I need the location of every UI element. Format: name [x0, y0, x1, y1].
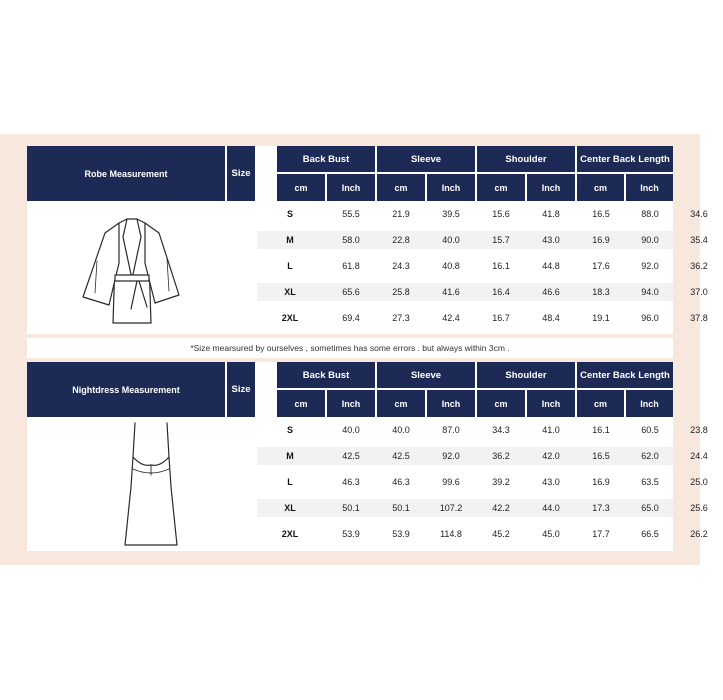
table-row — [257, 521, 708, 547]
measurement-cell: 16.1 — [592, 425, 610, 435]
measurement-cell: 65.6 — [342, 287, 360, 297]
measurement-cell: 34.3 — [492, 425, 510, 435]
measurement-cell: 37.0 — [690, 287, 708, 297]
nightdress-illustration — [27, 417, 257, 550]
robe-illustration — [27, 201, 257, 334]
size-cell: L — [287, 477, 293, 487]
shoulder-header: Shoulder — [477, 146, 575, 172]
table-row — [257, 495, 708, 521]
unit-header: Inch — [327, 390, 375, 417]
sleeve-header: Sleeve — [377, 362, 475, 388]
measurement-cell: 48.4 — [542, 313, 560, 323]
unit-header: cm — [277, 390, 325, 417]
measurement-cell: 16.5 — [592, 209, 610, 219]
size-cell: L — [287, 261, 293, 271]
measurement-cell: 16.9 — [592, 235, 610, 245]
table-row — [257, 227, 708, 253]
measurement-cell: 53.9 — [342, 529, 360, 539]
unit-header: Inch — [327, 174, 375, 201]
table-row — [257, 417, 708, 443]
unit-header: cm — [477, 390, 525, 417]
measurement-cell: 58.0 — [342, 235, 360, 245]
measurement-cell: 46.6 — [542, 287, 560, 297]
measurement-cell: 37.8 — [690, 313, 708, 323]
measurement-cell: 94.0 — [641, 287, 659, 297]
measurement-cell: 17.6 — [592, 261, 610, 271]
measurement-cell: 16.1 — [492, 261, 510, 271]
table-row — [257, 279, 708, 305]
robe-measurement-title: Robe Measurement — [27, 146, 225, 201]
unit-header: cm — [377, 174, 425, 201]
measurement-note: *Size mearsured by ourselves , sometimes has some errors . but always within 3cm . — [27, 338, 673, 358]
unit-header: Inch — [626, 390, 673, 417]
measurement-cell: 18.3 — [592, 287, 610, 297]
unit-header: cm — [577, 174, 624, 201]
table-row — [257, 253, 708, 279]
measurement-cell: 88.0 — [641, 209, 659, 219]
measurement-cell: 66.5 — [641, 529, 659, 539]
unit-header: Inch — [527, 174, 575, 201]
measurement-cell: 96.0 — [641, 313, 659, 323]
measurement-cell: 45.0 — [542, 529, 560, 539]
measurement-cell: 39.2 — [492, 477, 510, 487]
size-column-header: Size — [227, 146, 255, 201]
measurement-cell: 46.3 — [342, 477, 360, 487]
measurement-cell: 25.0 — [690, 477, 708, 487]
measurement-cell: 63.5 — [641, 477, 659, 487]
measurement-cell: 42.5 — [342, 451, 360, 461]
measurement-cell: 16.4 — [492, 287, 510, 297]
measurement-cell: 69.4 — [342, 313, 360, 323]
measurement-cell: 39.5 — [442, 209, 460, 219]
measurement-cell: 42.5 — [392, 451, 410, 461]
measurement-cell: 42.0 — [542, 451, 560, 461]
measurement-cell: 53.9 — [392, 529, 410, 539]
measurement-cell: 41.8 — [542, 209, 560, 219]
unit-header: Inch — [527, 390, 575, 417]
table-row — [257, 469, 708, 495]
measurement-cell: 21.9 — [392, 209, 410, 219]
measurement-cell: 43.0 — [542, 235, 560, 245]
robe-table-body — [27, 201, 708, 334]
measurement-cell: 45.2 — [492, 529, 510, 539]
measurement-cell: 40.0 — [392, 425, 410, 435]
measurement-cell: 60.5 — [641, 425, 659, 435]
size-cell: XL — [284, 287, 296, 297]
measurement-cell: 41.0 — [542, 425, 560, 435]
measurement-cell: 17.7 — [592, 529, 610, 539]
measurement-cell: 40.0 — [342, 425, 360, 435]
sleeve-header: Sleeve — [377, 146, 475, 172]
measurement-cell: 99.6 — [442, 477, 460, 487]
unit-header: Inch — [626, 174, 673, 201]
measurement-cell: 40.8 — [442, 261, 460, 271]
measurement-cell: 15.7 — [492, 235, 510, 245]
measurement-cell: 87.0 — [442, 425, 460, 435]
measurement-cell: 41.6 — [442, 287, 460, 297]
table-row — [257, 443, 708, 469]
unit-header: cm — [277, 174, 325, 201]
table-row — [257, 201, 708, 227]
robe-table-header — [27, 146, 673, 201]
measurement-cell: 25.8 — [392, 287, 410, 297]
unit-header: Inch — [427, 390, 475, 417]
measurement-cell: 36.2 — [690, 261, 708, 271]
measurement-cell: 44.0 — [542, 503, 560, 513]
measurement-cell: 55.5 — [342, 209, 360, 219]
measurement-cell: 107.2 — [439, 503, 463, 513]
measurement-cell: 90.0 — [641, 235, 659, 245]
back-bust-header: Back Bust — [277, 362, 375, 388]
shoulder-header: Shoulder — [477, 362, 575, 388]
measurement-cell: 44.8 — [542, 261, 560, 271]
measurement-cell: 92.0 — [641, 261, 659, 271]
unit-header: cm — [577, 390, 624, 417]
measurement-cell: 15.6 — [492, 209, 510, 219]
measurement-cell: 23.8 — [690, 425, 708, 435]
measurement-cell: 16.5 — [592, 451, 610, 461]
nightdress-measurement-title: Nightdress Measurement — [27, 362, 225, 417]
measurement-cell: 19.1 — [592, 313, 610, 323]
table-row — [257, 305, 708, 331]
size-cell: 2XL — [281, 313, 299, 323]
measurement-cell: 40.0 — [442, 235, 460, 245]
unit-header: cm — [377, 390, 425, 417]
size-cell: XL — [284, 503, 296, 513]
measurement-cell: 25.6 — [690, 503, 708, 513]
measurement-cell: 24.3 — [392, 261, 410, 271]
nightdress-table-body — [27, 417, 708, 551]
measurement-cell: 22.8 — [392, 235, 410, 245]
measurement-cell: 62.0 — [641, 451, 659, 461]
size-cell: 2XL — [281, 529, 299, 539]
measurement-cell: 42.2 — [492, 503, 510, 513]
measurement-cell: 16.9 — [592, 477, 610, 487]
measurement-cell: 34.6 — [690, 209, 708, 219]
measurement-cell: 35.4 — [690, 235, 708, 245]
measurement-cell: 36.2 — [492, 451, 510, 461]
size-cell: S — [286, 425, 293, 435]
measurement-cell: 43.0 — [542, 477, 560, 487]
unit-header: cm — [477, 174, 525, 201]
measurement-cell: 61.8 — [342, 261, 360, 271]
measurement-cell: 26.2 — [690, 529, 708, 539]
measurement-cell: 24.4 — [690, 451, 708, 461]
measurement-cell: 42.4 — [442, 313, 460, 323]
nightdress-icon — [27, 417, 257, 551]
measurement-cell: 17.3 — [592, 503, 610, 513]
measurement-cell: 16.7 — [492, 313, 510, 323]
robe-icon — [27, 201, 257, 334]
measurement-cell: 92.0 — [442, 451, 460, 461]
center-back-length-header: Center Back Length — [577, 146, 673, 172]
size-cell: S — [286, 209, 293, 219]
measurement-cell: 27.3 — [392, 313, 410, 323]
measurement-cell: 46.3 — [392, 477, 410, 487]
measurement-cell: 65.0 — [641, 503, 659, 513]
size-column-header: Size — [227, 362, 255, 417]
unit-header: Inch — [427, 174, 475, 201]
measurement-cell: 50.1 — [392, 503, 410, 513]
measurement-cell: 50.1 — [342, 503, 360, 513]
nightdress-table-header — [27, 362, 673, 417]
size-cell: M — [286, 235, 294, 245]
back-bust-header: Back Bust — [277, 146, 375, 172]
measurement-cell: 114.8 — [440, 529, 462, 539]
center-back-length-header: Center Back Length — [577, 362, 673, 388]
size-cell: M — [286, 451, 294, 461]
